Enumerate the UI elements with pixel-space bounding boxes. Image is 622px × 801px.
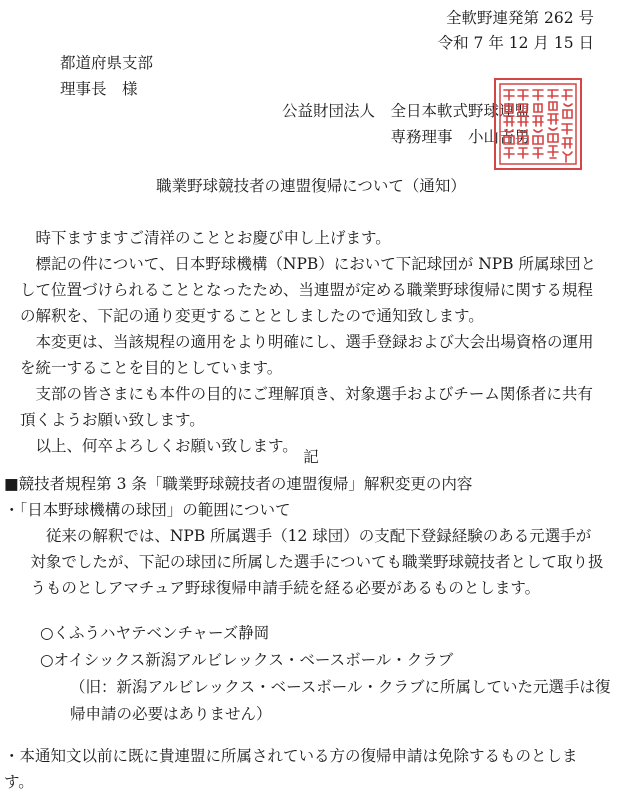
recipient-line-2: 理事長 様 xyxy=(60,80,138,98)
team-list xyxy=(40,620,622,728)
section-heading: ■競技者規程第 3 条「職業野球競技者の連盟復帰」解釈変更の内容 xyxy=(4,475,473,493)
sender-person: 専務理事 小山吉男 xyxy=(390,128,530,146)
closing-paragraph: 以上、何卒よろしくお願い致します。 xyxy=(35,437,298,455)
team-item: ○くふうハヤテベンチャーズ静岡 xyxy=(40,624,270,642)
team-item: ○オイシックス新潟アルビレックス・ベースボール・クラブ xyxy=(40,651,454,669)
team-note: （旧：新潟アルビレックス・ベースボール・クラブに所属していた元選手は復帰申請の必要はありません） xyxy=(70,678,611,723)
document-number: 全軟野連発第 262 号 xyxy=(446,9,594,27)
document-title: 職業野球競技者の連盟復帰について（通知） xyxy=(156,177,466,195)
request-paragraph: 支部の皆さまにも本件の目的にご理解頂き、対象選手およびチーム関係者に共有頂くようお願い致します。 xyxy=(20,385,593,429)
objective-paragraph: 本変更は、当該規程の適用をより明確にし、選手登録および大会出場資格の運用を統一することを目的としています。 xyxy=(20,333,594,377)
purpose-paragraph: 標記の件について、日本野球機構（NPB）において下記球団が NPB 所属球団として位置づけられることとなったため、当連盟が定める職業野球復帰に関する規程の解釈を、下記の通り変更することとしましたので通知致します。 xyxy=(20,255,597,325)
recipient-line-1: 都道府県支部 xyxy=(60,54,154,72)
seal-glyph-pattern xyxy=(496,80,580,168)
exemption-note xyxy=(4,743,594,795)
sender-block xyxy=(282,98,530,150)
exemption-note-text: ・本通知文以前に既に貴連盟に所属されている方の復帰申請は免除するものとします。 xyxy=(4,747,578,791)
document-body xyxy=(20,225,605,459)
document-date: 令和 7 年 12 月 15 日 xyxy=(437,34,594,52)
scope-bullet: ・「日本野球機構の球団」の範囲について xyxy=(4,501,291,519)
recipient-block xyxy=(60,50,153,102)
ki-marker: 記 xyxy=(303,448,319,466)
sender-organization: 公益財団法人 全日本軟式野球連盟 xyxy=(281,102,530,120)
interpretation-change-section xyxy=(4,471,604,601)
official-seal-stamp xyxy=(494,78,582,170)
document-header xyxy=(438,6,594,56)
interpretation-explanation: 従来の解釈では、NPB 所属選手（12 球団）の支配下登録経験のある元選手が対象でしたが、下記の球団に所属した選手についても職業野球競技者として取り扱うものとしアマチュア野球復帰申請手続を経る必要があるものとします。 xyxy=(30,527,604,597)
greeting-paragraph: 時下ますますご清祥のこととお慶び申し上げます。 xyxy=(35,229,391,247)
